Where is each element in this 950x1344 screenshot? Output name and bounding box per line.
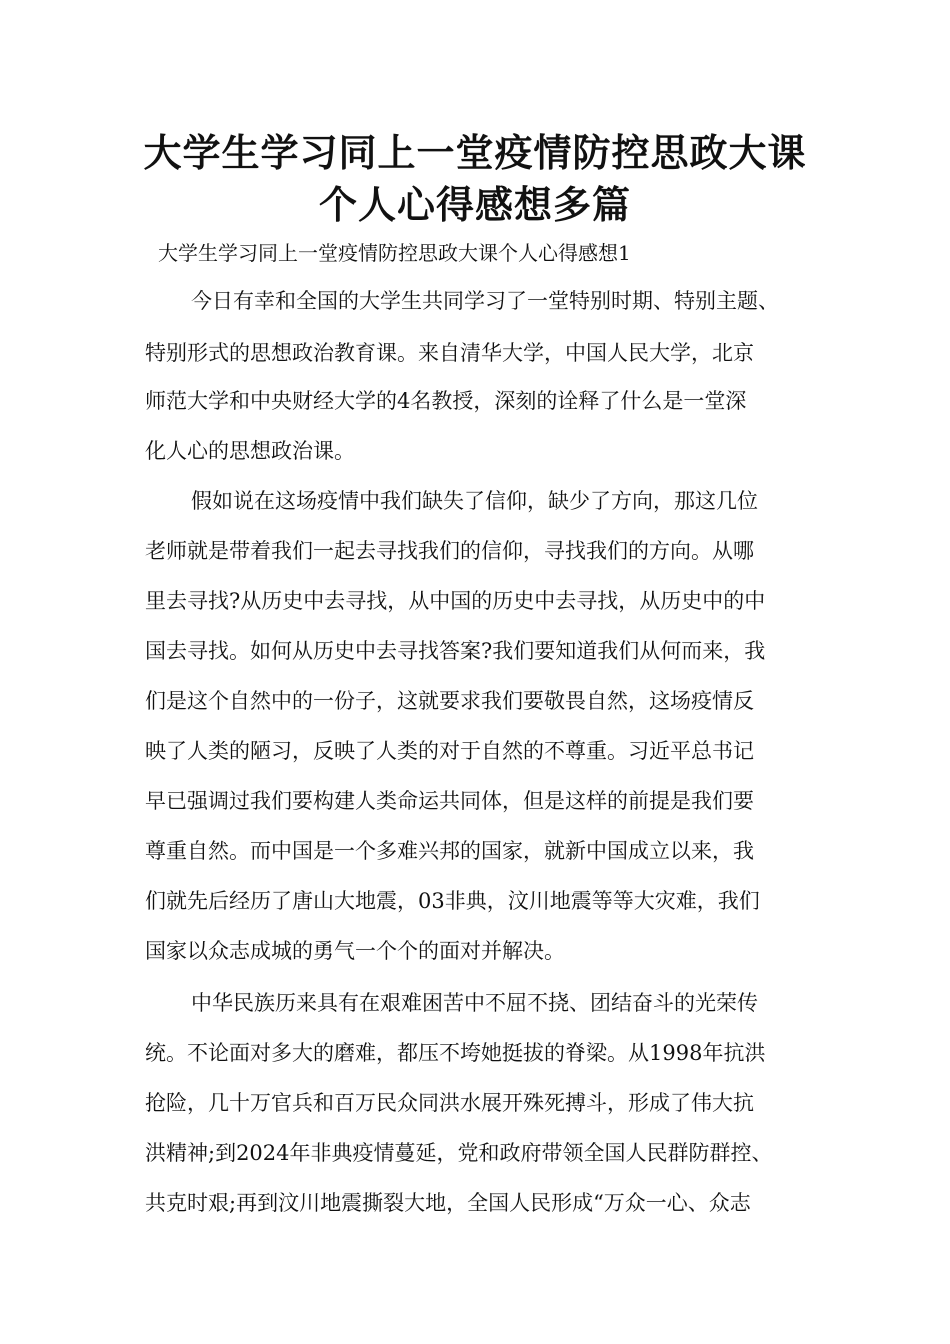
paragraph-line: 尊重自然。而中国是一个多难兴邦的国家，就新中国成立以来，我 [145,839,754,863]
paragraph-line: 特别形式的思想政治教育课。来自清华大学，中国人民大学，北京 [145,341,754,365]
document-title-line-2: 个人心得感想多篇 [318,183,631,227]
paragraph-line: 们就先后经历了唐山大地震，03非典，汶川地震等等大灾难，我们 [145,889,760,913]
paragraph-line: 统。不论面对多大的磨难，都压不垮她挺拔的脊梁。从1998年抗洪 [145,1041,766,1065]
paragraph-line: 假如说在这场疫情中我们缺失了信仰，缺少了方向，那这几位 [191,489,758,513]
paragraph-line: 国家以众志成城的勇气一个个的面对并解决。 [145,939,565,963]
paragraph-line: 映了人类的陋习，反映了人类的对于自然的不尊重。习近平总书记 [145,739,754,763]
paragraph-line: 早已强调过我们要构建人类命运共同体，但是这样的前提是我们要 [145,789,754,813]
paragraph-line: 共克时艰;再到汶川地震撕裂大地，全国人民形成“万众一心、众志 [145,1191,751,1215]
document-title-line-1: 大学生学习同上一堂疫情防控思政大课 [143,131,807,175]
paragraph-line: 今日有幸和全国的大学生共同学习了一堂特别时期、特别主题、 [191,289,779,313]
paragraph-line: 国去寻找。如何从历史中去寻找答案?我们要知道我们从何而来，我 [145,639,766,663]
section-heading: 大学生学习同上一堂疫情防控思政大课个人心得感想1 [158,241,631,265]
paragraph-line: 老师就是带着我们一起去寻找我们的信仰，寻找我们的方向。从哪 [145,539,754,563]
paragraph-line: 师范大学和中央财经大学的4名教授，深刻的诠释了什么是一堂深 [145,389,747,413]
paragraph-line: 化人心的思想政治课。 [145,439,355,463]
paragraph-line: 抢险，几十万官兵和百万民众同洪水展开殊死搏斗，形成了伟大抗 [145,1091,754,1115]
paragraph-line: 们是这个自然中的一份子，这就要求我们要敬畏自然，这场疫情反 [145,689,754,713]
paragraph-line: 里去寻找?从历史中去寻找，从中国的历史中去寻找，从历史中的中 [145,589,766,613]
paragraph-line: 洪精神;到2024年非典疫情蔓延，党和政府带领全国人民群防群控、 [145,1141,773,1165]
paragraph-line: 中华民族历来具有在艰难困苦中不屈不挠、团结奋斗的光荣传 [191,991,758,1015]
